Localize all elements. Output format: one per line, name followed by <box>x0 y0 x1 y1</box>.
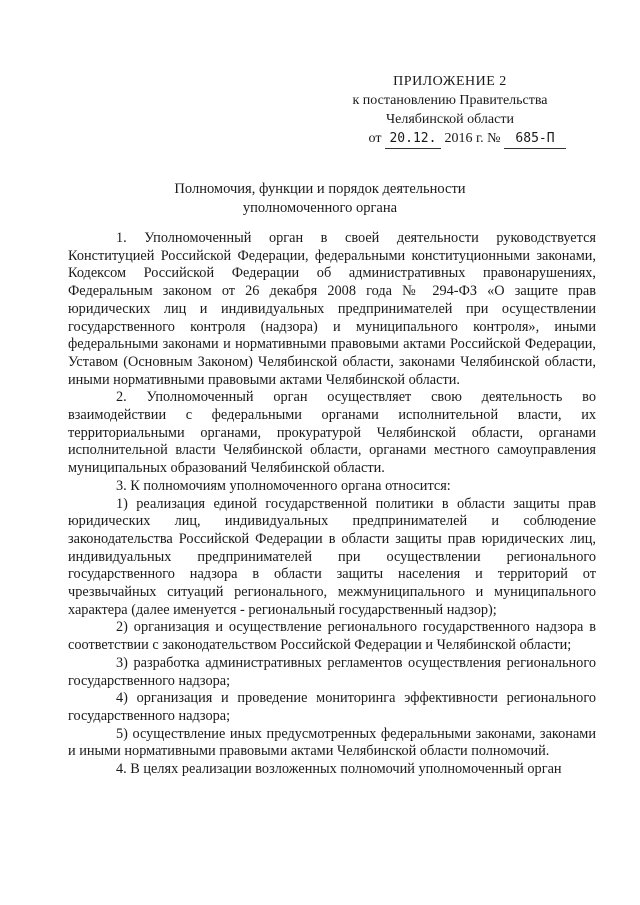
title-line-1: Полномочия, функции и порядок деятельности <box>174 181 466 197</box>
list-item-2: 2) организация и осуществление регионального государственного надзора в соответствии с законодательством Российской Федерации и Челябинской области; <box>68 619 596 654</box>
paragraph-3: 3. К полномочиям уполномоченного органа относится: <box>116 477 451 494</box>
year-text: 2016 г. № <box>444 131 501 146</box>
resolution-ref: к постановлению Правительства <box>352 93 548 108</box>
list-item-5: 5) осуществление иных предусмотренных федеральными законами, законами и иными нормативными правовыми актами Челябинской области полномочий. <box>68 725 596 760</box>
document-title <box>120 180 520 218</box>
list-item-4: 4) организация и проведение мониторинга эффективности регионального государственного надзора; <box>68 690 596 724</box>
date-line <box>330 129 570 149</box>
date-prefix: от <box>368 131 382 146</box>
list-item-3: 3) разработка административных регламентов осуществления регионального государственного надзора; <box>68 654 596 689</box>
paragraph-1: 1. Уполномоченный орган в своей деятельности руководствуется Конституцией Российской Федерации, федеральными конституционными законами, Кодексом Российской Федерации об административных правонарушениях, Федеральным законом от 26 декабря 2008 года № 294-ФЗ «О защите прав юридических лиц и индивидуальных предпринимателей при осуществлении государственного контроля (надзора) и муниципального контроля», иными федеральными законами и нормативными правовыми актами Российской Федерации, Уставом (Основным Законом) Челябинской области, законами Челябинской области, иными нормативными правовыми актами Челябинской области. <box>68 230 596 388</box>
list-item-1: 1) реализация единой государственной политики в области защиты прав юридических лиц, индивидуальных предпринимателей и соблюдение законодательства Российской Федерации в области защиты прав юридических лиц, индивидуальных предпринимателей при осуществлении регионального государственного надзора в области защиты населения и территорий от чрезвычайных ситуаций регионального, межмуниципального и муниципального характера (далее именуется - региональный государственный надзор); <box>68 495 596 618</box>
paragraph-4: 4. В целях реализации возложенных полномочий уполномоченный орган <box>116 761 562 778</box>
title-line-2: уполномоченного органа <box>242 200 398 216</box>
document-body <box>68 230 596 779</box>
region-name: Челябинской области <box>386 112 514 127</box>
appendix-label: ПРИЛОЖЕНИЕ 2 <box>393 74 507 89</box>
appendix-header <box>330 72 570 149</box>
paragraph-2: 2. Уполномоченный орган осуществляет свою деятельность во взаимодействии с федеральными органами исполнительной власти, их территориальными органами, прокуратурой Челябинской области, органами исполнительной власти Челябинской области, органами местного самоуправления муниципальных образований Челябинской области. <box>68 389 596 477</box>
date-value: 20.12. <box>385 129 441 149</box>
resolution-number: 685-П <box>504 129 566 149</box>
